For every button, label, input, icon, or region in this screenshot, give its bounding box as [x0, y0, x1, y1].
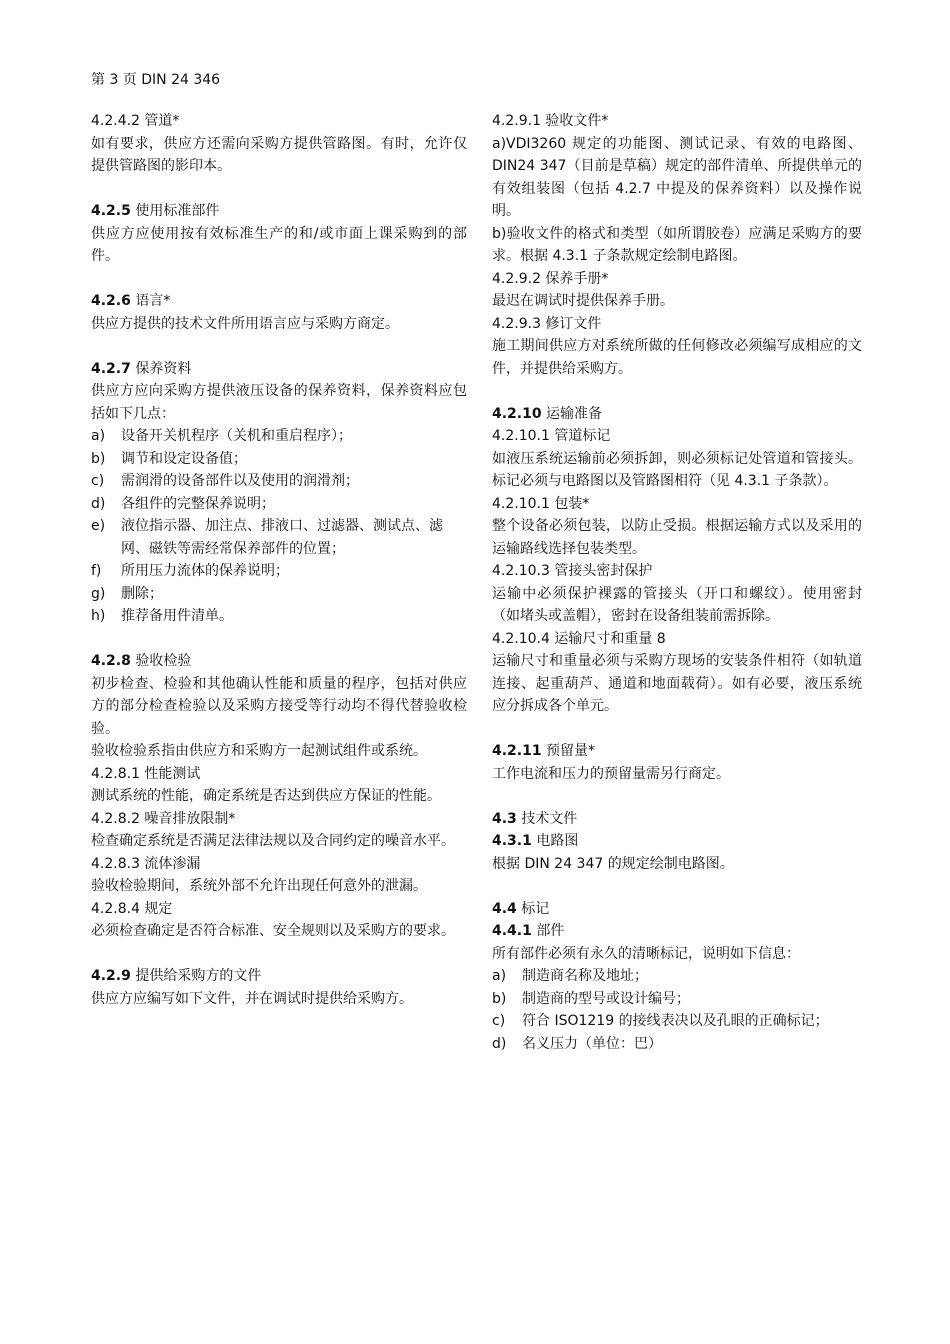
section-42102-heading: 4.2.10.1 包装* [492, 495, 590, 512]
section-title: 标记 [516, 900, 550, 917]
section-number: 4.2.11 [492, 743, 542, 759]
section-4282-body: 检查确定系统是否满足法律法规以及合同约定的噪音水平。 [91, 833, 455, 849]
section-425-body: 供应方应使用按有效标准生产的和/或市面上课采购到的部件。 [91, 225, 467, 264]
section-number: 4.4.1 [492, 923, 532, 939]
section-4292-heading: 4.2.9.2 保养手册* [492, 270, 609, 287]
section-4211-body: 工作电流和压力的预留量需另行商定。 [492, 765, 730, 782]
section-4242-heading: 4.2.4.2 管道* [91, 113, 180, 129]
section-427-heading [91, 358, 467, 381]
section-4292-body: 最迟在调试时提供保养手册。 [492, 293, 674, 309]
section-426-body: 供应方提供的技术文件所用语言应与采购方商定。 [91, 315, 399, 332]
section-number: 4.2.8 [91, 653, 131, 669]
section-42104-body: 运输尺寸和重量必须与采购方现场的安装条件相符（如轨道连接、起重葫芦、通道和地面载荷）。如有必要，液压系统应分拆成各个单元。 [492, 653, 862, 714]
section-4211-heading [492, 740, 862, 763]
list-item: b) 调节和设定设备值； [91, 450, 247, 467]
section-number: 4.2.9 [91, 968, 131, 984]
section-428-heading [91, 650, 467, 673]
right-column [492, 110, 862, 1055]
section-44-heading [492, 898, 862, 921]
section-426-heading [91, 290, 467, 313]
section-43-heading [492, 808, 862, 831]
section-4291-body-b: b)验收文件的格式和类型（如所谓胶卷）应满足采购方的要求。根据 4.3.1 子条款规定绘制电路图。 [492, 225, 862, 264]
section-427-body: 供应方应向采购方提供液压设备的保养资料，保养资料应包括如下几点： [91, 383, 467, 422]
section-title: 使用标准部件 [130, 203, 220, 219]
section-number: 4.2.5 [91, 203, 131, 219]
section-428-para-1: 初步检查、检验和其他确认性能和质量的程序，包括对供应方的部分检查检验以及采购方接受等行动均不得代替验收检验。 [91, 675, 467, 737]
section-number: 4.2.7 [91, 360, 131, 377]
section-4284-body: 必须检查确定是否符合标准、安全规则以及采购方的要求。 [91, 923, 455, 939]
list-item: e) 液位指示器、加注点、排液口、过滤器、测试点、滤网、磁铁等需经常保养部件的位置； [91, 518, 443, 557]
section-4284-heading: 4.2.8.4 规定 [91, 900, 173, 917]
section-title: 语言* [130, 293, 171, 309]
section-429-body: 供应方应编写如下文件，并在调试时提供给采购方。 [91, 990, 413, 1007]
list-item: c) 符合 ISO1219 的接线表决以及孔眼的正确标记； [492, 1013, 829, 1029]
section-title: 电路图 [531, 833, 579, 849]
section-4283-body: 验收检验期间，系统外部不允许出现任何意外的泄漏。 [91, 878, 427, 894]
section-number: 4.2.6 [91, 293, 131, 309]
section-4210-heading [492, 403, 862, 426]
section-429-heading [91, 965, 467, 988]
list-item: d) 名义压力（单位：巴） [492, 1035, 662, 1052]
section-number: 4.2.10 [492, 405, 542, 422]
section-431-heading [492, 830, 862, 853]
left-column [91, 110, 467, 1010]
list-item: f) 所用压力流体的保养说明； [91, 563, 289, 579]
section-4281-heading: 4.2.8.1 性能测试 [91, 765, 201, 782]
section-title: 保养资料 [130, 360, 192, 377]
list-item: g) 删除； [91, 585, 163, 602]
section-4281-body: 测试系统的性能，确定系统是否达到供应方保证的性能。 [91, 788, 441, 804]
section-number: 4.3 [492, 810, 517, 827]
section-4283-heading: 4.2.8.3 流体渗漏 [91, 855, 201, 872]
section-4291-heading: 4.2.9.1 验收文件* [492, 113, 609, 129]
section-4293-body: 施工期间供应方对系统所做的任何修改必须编写成相应的文件，并提供给采购方。 [492, 338, 862, 377]
list-item: h) 推荐备用件清单。 [91, 608, 233, 624]
list-item: c) 需润滑的设备部件以及使用的润滑剂； [91, 473, 359, 489]
section-number: 4.3.1 [492, 833, 532, 849]
section-title: 提供给采购方的文件 [130, 968, 262, 984]
section-number: 4.4 [492, 900, 517, 917]
section-431-body: 根据 DIN 24 347 的规定绘制电路图。 [492, 855, 734, 872]
section-428-para-2: 验收检验系指由供应方和采购方一起测试组件或系统。 [91, 743, 427, 759]
section-4242-body: 如有要求，供应方还需向采购方提供管路图。有时，允许仅提供管路图的影印本。 [91, 135, 467, 174]
list-item: a) 设备开关机程序（关机和重启程序）； [91, 428, 352, 444]
section-42102-body: 整个设备必须包装，以防止受损。根据运输方式以及采用的运输路线选择包装类型。 [492, 518, 862, 557]
section-4282-heading: 4.2.8.2 噪音排放限制* [91, 810, 236, 827]
section-42103-heading: 4.2.10.3 管接头密封保护 [492, 563, 653, 579]
section-441-body: 所有部件必须有永久的清晰标记，说明如下信息： [492, 945, 800, 962]
section-title: 部件 [531, 923, 565, 939]
list-item: a) 制造商名称及地址； [492, 968, 648, 984]
page-header: 第 3 页 DIN 24 346 [91, 72, 221, 88]
section-42104-heading: 4.2.10.4 运输尺寸和重量 8 [492, 630, 666, 647]
section-4291-body-a: a)VDI3260 规定的功能图、测试记录、有效的电路图、DIN24 347（目前是草稿）规定的部件清单、所提供单元的有效组装图（包括 4.2.7 中提及的保养资料）以及操作说明。 [492, 135, 862, 219]
section-42103-body: 运输中必须保护裸露的管接头（开口和螺纹）。使用密封（如堵头或盖帽），密封在设备组装前需拆除。 [492, 585, 862, 624]
section-title: 技术文件 [516, 810, 578, 827]
section-title: 运输准备 [541, 405, 603, 422]
section-42101-body: 如液压系统运输前必须拆卸，则必须标记处管道和管接头。标记必须与电路图以及管路图相符（见 4.3.1 子条款）。 [492, 450, 862, 489]
section-42101-heading: 4.2.10.1 管道标记 [492, 428, 611, 444]
section-title: 验收检验 [130, 653, 192, 669]
section-4293-heading: 4.2.9.3 修订文件 [492, 315, 602, 332]
list-item: b) 制造商的型号或设计编号； [492, 990, 690, 1007]
list-item: d) 各组件的完整保养说明； [91, 495, 275, 512]
section-title: 预留量* [541, 743, 596, 759]
section-441-heading [492, 920, 862, 943]
section-425-heading [91, 200, 467, 223]
